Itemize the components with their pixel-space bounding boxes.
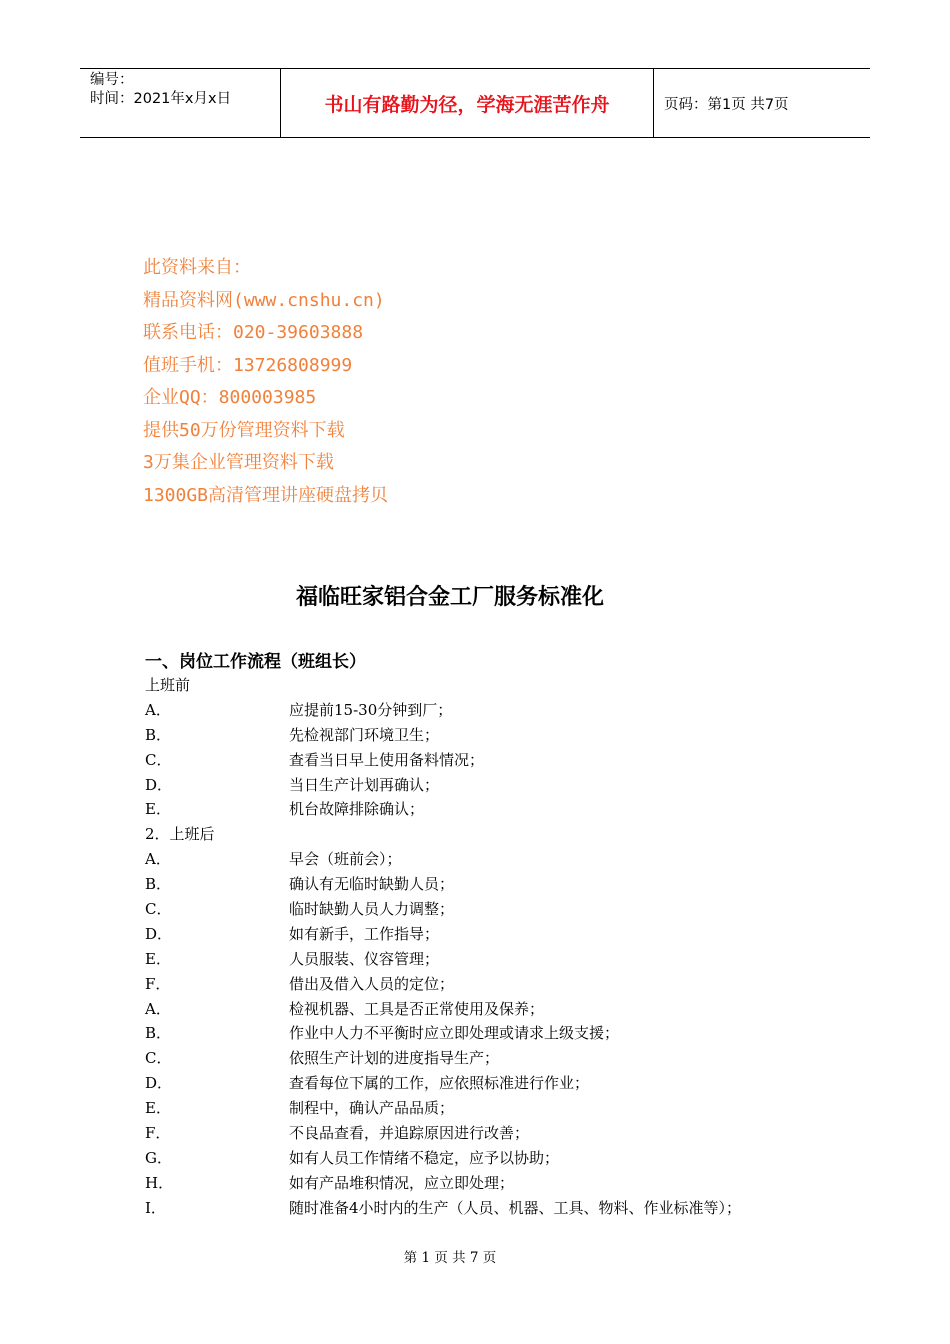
item-label: E．: [145, 800, 171, 819]
item-text: 依照生产计划的进度指导生产；: [289, 1049, 500, 1068]
item-text: 作业中人力不平衡时应立即处理或请求上级支援；: [289, 1024, 620, 1043]
item-label: D．: [145, 775, 173, 794]
item-label: A．: [145, 999, 171, 1018]
item-label: D．: [145, 1074, 173, 1093]
source-line: 提供50万份管理资料下载: [143, 419, 345, 441]
item-text: 临时缺勤人员人力调整；: [289, 900, 455, 919]
item-label: B．: [145, 1024, 172, 1043]
item-text: 应提前15-30分钟到厂；: [289, 700, 453, 719]
header-motto: 书山有路勤为径，学海无涯苦作舟: [281, 69, 654, 137]
item-text: 先检视部门环境卫生；: [289, 725, 440, 744]
section-heading: 一、岗位工作流程（班组长）: [145, 652, 366, 672]
item-text: 人员服装、仪容管理；: [289, 949, 440, 968]
item-label: C．: [145, 750, 172, 769]
item-text: 机台故障排除确认；: [289, 800, 425, 819]
item-label: A．: [145, 850, 171, 869]
subheading-text: 上班前: [145, 676, 191, 694]
item-text: 不良品查看，并追踪原因进行改善；: [289, 1124, 530, 1143]
source-line: 精品资料网(www.cnshu.cn): [143, 289, 385, 311]
source-info-block: [143, 252, 388, 512]
subheading-text: 2．上班后: [145, 825, 215, 844]
page-header: [80, 68, 870, 138]
item-text: 随时准备4小时内的生产（人员、机器、工具、物料、作业标准等）；: [289, 1198, 742, 1217]
header-meta: [80, 69, 281, 137]
item-label: E．: [145, 949, 171, 968]
header-page-info: 页码：第1页 共7页: [664, 96, 789, 113]
document-date: 时间：2021年x月x日: [90, 91, 232, 107]
item-label: F．: [145, 1124, 171, 1143]
item-label: D．: [145, 924, 173, 943]
source-line: 3万集企业管理资料下载: [143, 452, 334, 473]
item-text: 检视机器、工具是否正常使用及保养；: [289, 999, 545, 1018]
item-label: B．: [145, 875, 172, 894]
source-line: 1300GB高清管理讲座硬盘拷贝: [143, 484, 389, 506]
document-title: 福临旺家铝合金工厂服务标准化: [295, 585, 604, 610]
source-line: 此资料来自：: [143, 257, 251, 278]
item-label: G．: [145, 1148, 172, 1167]
source-line: 值班手机：13726808999: [143, 354, 353, 376]
item-text: 如有人员工作情绪不稳定，应予以协助；: [289, 1148, 560, 1167]
item-text: 制程中，确认产品品质；: [289, 1099, 455, 1118]
item-label: I．: [145, 1198, 166, 1217]
item-text: 确认有无临时缺勤人员；: [289, 875, 455, 894]
item-text: 查看每位下属的工作，应依照标准进行作业；: [289, 1074, 590, 1093]
item-label: B．: [145, 725, 172, 744]
item-text: 如有新手，工作指导；: [289, 924, 440, 943]
document-number-label: 编号：: [90, 72, 134, 88]
item-label: F．: [145, 974, 171, 993]
item-label: A．: [145, 700, 171, 719]
source-line: 联系电话：020-39603888: [143, 322, 364, 343]
page-footer: 第 1 页 共 7 页: [403, 1250, 497, 1266]
item-label: C．: [145, 900, 172, 919]
item-text: 当日生产计划再确认；: [289, 775, 440, 794]
item-text: 查看当日早上使用备料情况；: [289, 750, 485, 769]
item-text: 早会（班前会）；: [289, 850, 402, 869]
item-text: 如有产品堆积情况，应立即处理；: [289, 1173, 515, 1192]
item-label: E．: [145, 1099, 171, 1118]
item-label: H．: [145, 1173, 174, 1192]
item-label: C．: [145, 1049, 172, 1068]
item-text: 借出及借入人员的定位；: [289, 974, 455, 993]
source-line: 企业QQ：800003985: [143, 387, 317, 408]
